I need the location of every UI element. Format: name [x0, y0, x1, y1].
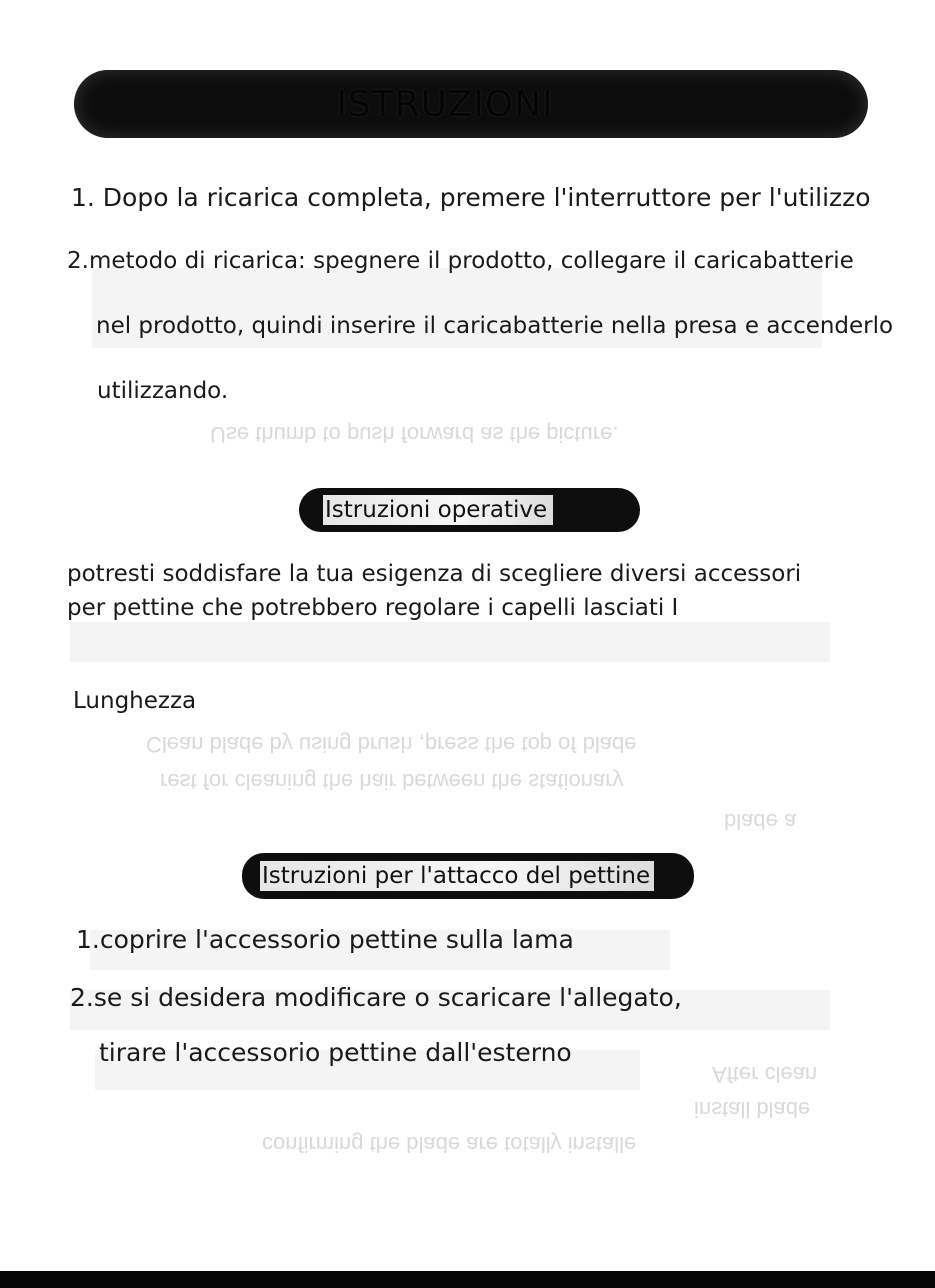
operation-line-1: potresti soddisfare la tua esigenza di scegliere diversi accessori: [67, 561, 802, 587]
charging-step-2-line-1: 2.metodo di ricarica: spegnere il prodotto, collegare il caricabatterie: [67, 248, 854, 274]
operation-heading-pill: [299, 488, 640, 532]
charging-step-2-line-3: utilizzando.: [97, 378, 229, 404]
comb-step-1: 1.coprire l'accessorio pettine sulla lama: [76, 925, 574, 954]
show-through-text: confirming the blade are totally installe: [262, 1132, 637, 1157]
operation-line-2: per pettine che potrebbero regolare i capelli lasciati I: [67, 595, 679, 621]
show-through-text: rest for cleaning the hair between the stationary: [160, 769, 624, 794]
charging-step-1: 1. Dopo la ricarica completa, premere l'interruttore per l'utilizzo: [71, 183, 871, 212]
show-through-text: Clean blade by using brush ,press the top of blade: [146, 732, 637, 757]
comb-step-2-line-2: tirare l'accessorio pettine dall'esterno: [99, 1038, 572, 1067]
comb-heading-pill: [242, 853, 694, 899]
show-through-text: install blade: [694, 1097, 811, 1122]
charging-step-2-line-2: nel prodotto, quindi inserire il caricabatterie nella presa e accenderlo: [96, 313, 894, 339]
title-banner: [74, 70, 868, 138]
operation-heading: Istruzioni operative: [323, 495, 553, 525]
bottom-edge-bar: [0, 1271, 935, 1288]
page-title: ISTRUZIONI: [336, 83, 554, 125]
show-through-box: [70, 622, 830, 662]
comb-heading: Istruzioni per l'attacco del pettine: [260, 861, 654, 891]
show-through-text: blade a: [724, 809, 797, 834]
operation-line-3: Lunghezza: [73, 688, 197, 714]
show-through-text: After clean: [712, 1062, 818, 1087]
show-through-text: Use thumb to push forward as the picture.: [210, 422, 619, 447]
comb-step-2-line-1: 2.se si desidera modificare o scaricare l'allegato,: [70, 983, 682, 1012]
